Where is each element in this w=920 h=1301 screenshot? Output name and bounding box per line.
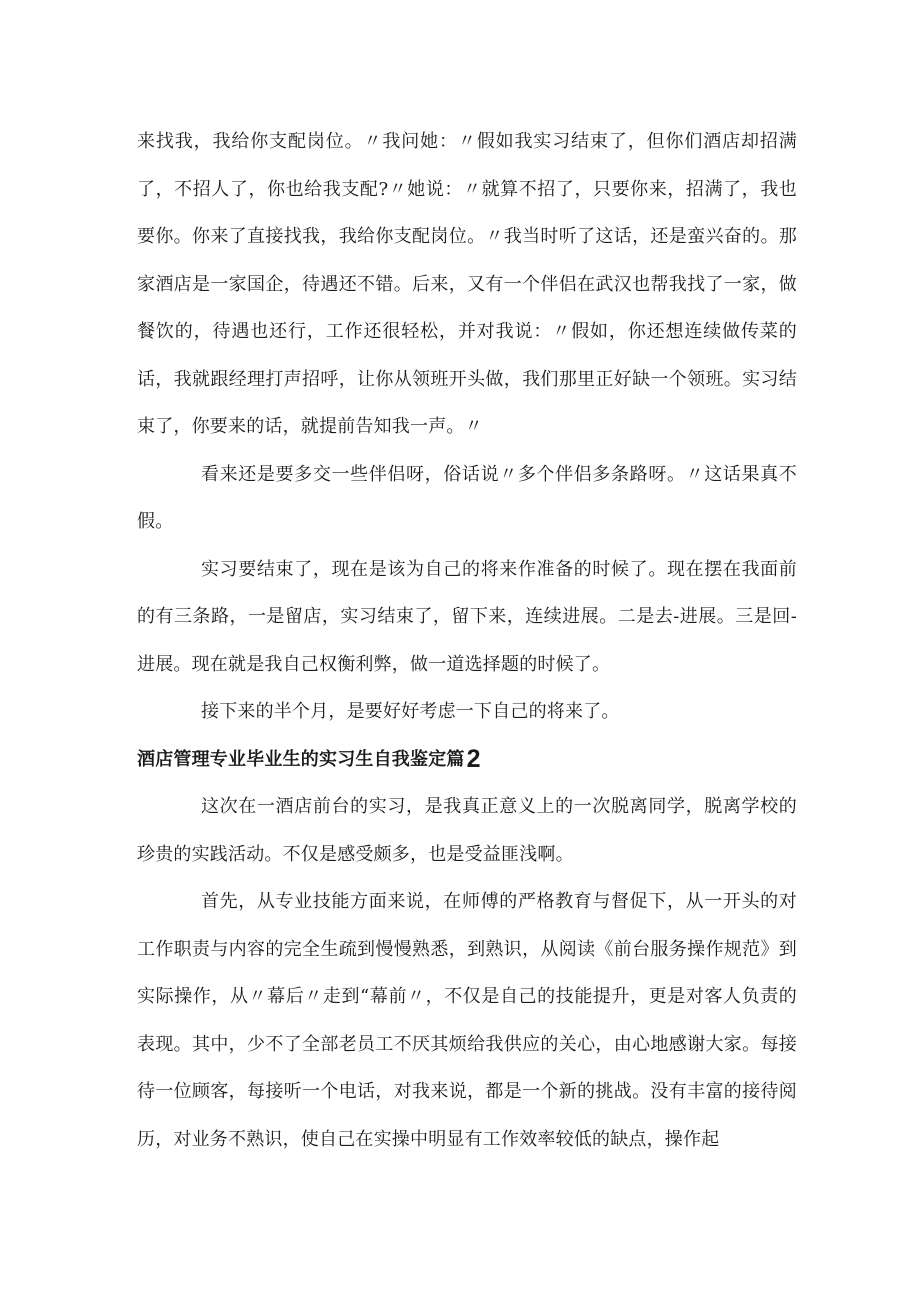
paragraph-front-desk-intro: 这次在一酒店前台的实习，是我真正意义上的一次脱离同学，脱离学校的珍贵的实践活动。不仅是感受颇多，也是受益匪浅啊。 (137, 796, 797, 865)
paragraph-next-half-month: 接下来的半个月，是要好好考虑一下自己的将来了。 (201, 701, 620, 722)
section-heading (137, 736, 797, 784)
paragraph-three-paths: 实习要结束了，现在是该为自己的将来作准备的时候了。现在摆在我面前的有三条路，一是留店，实习结束了，留下来，连续进展。二是去-进展。三是回-进展。现在就是我自己权衡利弊，做一道选择题的时候了。 (137, 558, 797, 675)
paragraph-professional-skills: 首先，从专业技能方面来说，在师傅的严格教育与督促下，从一开头的对工作职责与内容的完全生疏到慢慢熟悉，到熟识，从阅读《前台服务操作规范》到实际操作，从〃幕后〃走到“幕前〃，不仅是自己的技能提升，更是对客人负责的表现。其中，少不了全部老员工不厌其烦给我供应的关心，由心地感谢大家。每接待一位顾客，每接听一个电话，对我来说，都是一个新的挑战。没有丰富的接待阅历，对业务不熟识，使自己在实操中明显有工作效率较低的缺点，操作起 (137, 891, 797, 1150)
document-body (137, 118, 797, 1163)
section-heading-number: 2 (466, 744, 481, 773)
paragraph-continued: 来找我，我给你支配岗位。〃我问她：〃假如我实习结束了，但你们酒店却招满了，不招人了，你也给我支配?〃她说：〃就算不招了，只要你来，招满了，我也要你。你来了直接找我，我给你支配岗位。〃我当时听了这话，还是蛮兴奋的。那家酒店是一家国企，待遇还不错。后来，又有一个伴侣在武汉也帮我找了一家，做餐饮的，待遇也还行，工作还很轻松，并对我说：〃假如，你还想连续做传菜的话，我就跟经理打声招呼，让你从领班开头做，我们那里正好缺一个领班。实习结束了，你要来的话，就提前告知我一声。〃 (137, 131, 797, 437)
paragraph-friends-saying: 看来还是要多交一些伴侣呀，俗话说〃多个伴侣多条路呀。〃这话果真不假。 (137, 463, 797, 532)
section-heading-text: 酒店管理专业毕业生的实习生自我鉴定篇 (137, 748, 465, 770)
